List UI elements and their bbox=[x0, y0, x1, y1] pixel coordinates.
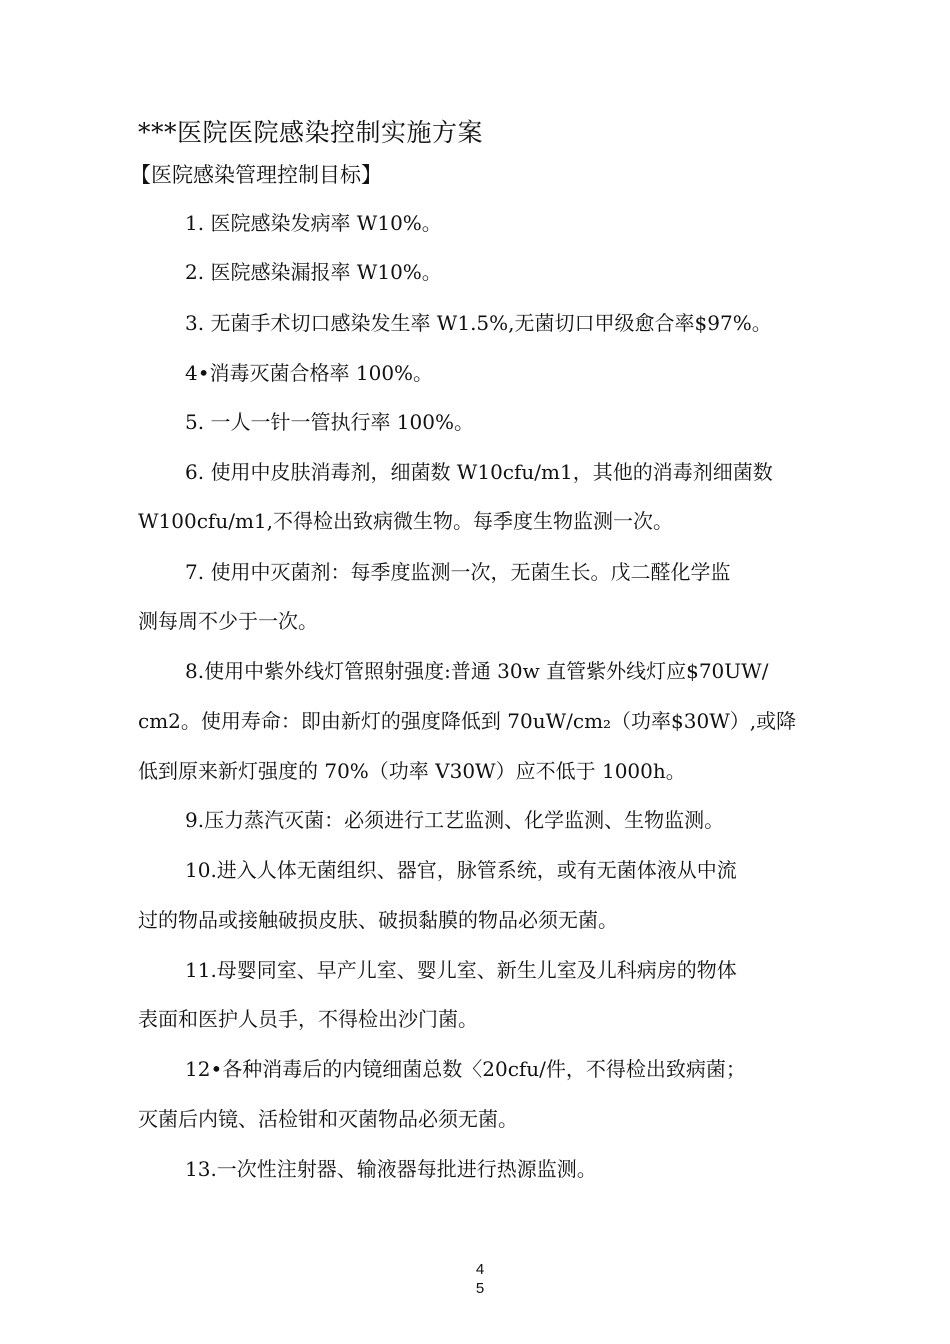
goal-item-7: 7. 使用中灭菌剂：每季度监测一次，无菌生长。戊二醛化学监 bbox=[185, 560, 731, 584]
goal-item-3: 3. 无菌手术切口感染发生率 W1.5%,无菌切口甲级愈合率$97%。 bbox=[185, 311, 772, 335]
goal-item-11-cont: 表面和医护人员手，不得检出沙门菌。 bbox=[138, 1007, 478, 1031]
goal-item-6-cont: W100cfu/m1,不得检出致病微生物。每季度生物监测一次。 bbox=[138, 509, 673, 533]
goal-item-8-cont-2: 低到原来新灯强度的 70%（功率 V30W）应不低于 1000h。 bbox=[138, 759, 686, 783]
goal-item-6: 6. 使用中皮肤消毒剂，细菌数 W10cfu/m1，其他的消毒剂细菌数 bbox=[185, 460, 773, 484]
goal-item-10-cont: 过的物品或接触破损皮肤、破损黏膜的物品必须无菌。 bbox=[138, 908, 618, 932]
goal-item-7-cont: 测每周不少于一次。 bbox=[138, 609, 318, 633]
goal-item-12-cont: 灭菌后内镜、活检钳和灭菌物品必须无菌。 bbox=[138, 1107, 518, 1131]
goal-item-12: 12•各种消毒后的内镜细菌总数〈20cfu/件，不得检出致病菌； bbox=[185, 1057, 746, 1081]
goal-item-8: 8.使用中紫外线灯管照射强度:普通 30w 直管紫外线灯应$70UW/ bbox=[185, 659, 769, 683]
page-number-bottom: 5 bbox=[475, 1280, 485, 1297]
goal-item-8-cont-1: cm2。使用寿命：即由新灯的强度降低到 70uW/cm₂（功率$30W）,或降 bbox=[138, 709, 797, 733]
goal-item-5: 5. 一人一针一管执行率 100%。 bbox=[185, 410, 474, 434]
section-heading: 【医院感染管理控制目标】 bbox=[130, 163, 382, 187]
goal-item-4: 4•消毒灭菌合格率 100%。 bbox=[185, 361, 434, 385]
goal-item-9: 9.压力蒸汽灭菌：必须进行工艺监测、化学监测、生物监测。 bbox=[185, 808, 725, 832]
goal-item-11: 11.母婴同室、早产儿室、婴儿室、新生儿室及儿科病房的物体 bbox=[185, 958, 737, 982]
page-number-top: 4 bbox=[475, 1261, 485, 1278]
goal-item-13: 13.一次性注射器、输液器每批进行热源监测。 bbox=[185, 1157, 597, 1181]
document-title: ***医院医院感染控制实施方案 bbox=[138, 118, 484, 147]
goal-item-10: 10.进入人体无菌组织、器官，脉管系统，或有无菌体液从中流 bbox=[185, 858, 737, 882]
goal-item-2: 2. 医院感染漏报率 W10%。 bbox=[185, 260, 442, 284]
goal-item-1: 1. 医院感染发病率 W10%。 bbox=[185, 211, 442, 235]
